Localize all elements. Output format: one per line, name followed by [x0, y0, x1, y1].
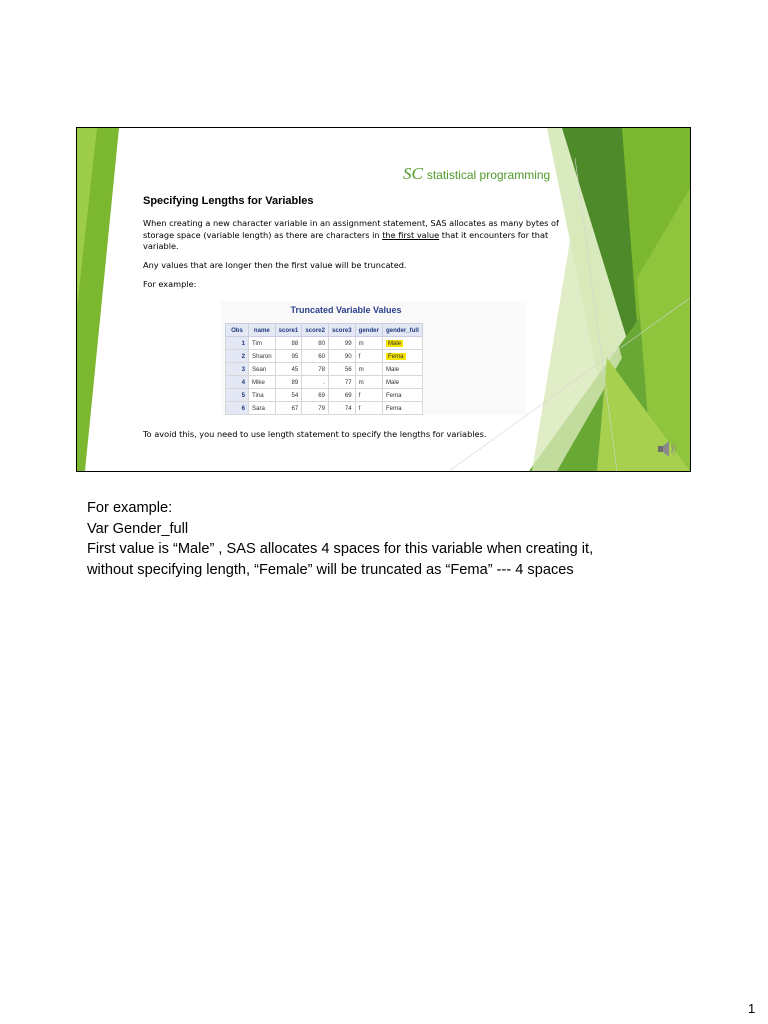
table-cell: .: [302, 376, 329, 389]
table-row: [226, 402, 423, 415]
speaker-icon[interactable]: [655, 437, 679, 461]
brand-logo: [403, 164, 550, 184]
notes-line: without specifying length, “Female” will be truncated as “Fema” --- 4 spaces: [87, 561, 574, 578]
table-cell: Sean: [249, 363, 276, 376]
table-cell: 79: [302, 402, 329, 415]
table-cell: 60: [302, 350, 329, 363]
table-cell: Tim: [249, 337, 276, 350]
table-cell: Male: [382, 363, 422, 376]
paragraph-4: To avoid this, you need to use length statement to specify the lengths for variables.: [143, 429, 487, 439]
table-header-cell: score1: [275, 324, 302, 337]
table-cell: [382, 350, 422, 363]
table-cell: f: [355, 350, 382, 363]
table-cell: m: [355, 376, 382, 389]
table-cell: 6: [226, 402, 249, 415]
speaker-notes: [87, 498, 593, 580]
table-body: [226, 337, 423, 415]
table-cell: 45: [275, 363, 302, 376]
table-cell: 77: [328, 376, 355, 389]
table-header-row: [226, 324, 423, 337]
table-cell: 69: [302, 389, 329, 402]
sas-output-image: [221, 301, 526, 415]
table-row: [226, 363, 423, 376]
table-cell: 99: [328, 337, 355, 350]
brand-sc: SC: [403, 164, 423, 183]
table-cell: 90: [328, 350, 355, 363]
table-header-cell: name: [249, 324, 276, 337]
table-cell: 67: [275, 402, 302, 415]
notes-line: Var Gender_full: [87, 520, 189, 537]
table-row: [226, 337, 423, 350]
table-cell: 95: [275, 350, 302, 363]
sas-table: [225, 323, 423, 415]
table-cell: 56: [328, 363, 355, 376]
table-cell: Fema: [382, 402, 422, 415]
table-cell: 69: [328, 389, 355, 402]
table-row: [226, 376, 423, 389]
table-cell: Tina: [249, 389, 276, 402]
slide-decoration: [77, 128, 690, 471]
table-cell: 54: [275, 389, 302, 402]
paragraph-1: [143, 218, 573, 253]
table-cell: f: [355, 389, 382, 402]
slide-thumbnail: [76, 127, 691, 472]
highlighted-value: Fema: [387, 352, 404, 360]
paragraph-2: Any values that are longer then the first value will be truncated.: [143, 260, 407, 270]
table-row: [226, 350, 423, 363]
paragraph-1-part-c: that it encounters for that variable.: [143, 229, 549, 252]
table-header-cell: score3: [328, 324, 355, 337]
table-header-cell: score2: [302, 324, 329, 337]
table-cell: 2: [226, 350, 249, 363]
table-header-cell: gender: [355, 324, 382, 337]
notes-line: First value is “Male” , SAS allocates 4 spaces for this variable when creating it,: [87, 541, 594, 558]
table-header-cell: Obs: [226, 324, 249, 337]
table-cell: [382, 337, 422, 350]
table-cell: 88: [275, 337, 302, 350]
paragraph-3: For example:: [143, 279, 197, 289]
page-number: 1: [748, 1001, 756, 1016]
paragraph-1-part-a: When creating a new character variable in an assignment statement, SAS allocates as many bytes of storage space (variable length) as there are characters in: [143, 218, 559, 240]
table-title: Truncated Variable Values: [290, 305, 402, 315]
table-header-cell: gender_full: [382, 324, 422, 337]
table-cell: 78: [302, 363, 329, 376]
table-cell: 74: [328, 402, 355, 415]
table-cell: Mike: [249, 376, 276, 389]
notes-line: For example:: [87, 500, 173, 516]
table-cell: 3: [226, 363, 249, 376]
table-row: [226, 389, 423, 402]
table-cell: 89: [275, 376, 302, 389]
table-cell: 1: [226, 337, 249, 350]
table-cell: 80: [302, 337, 329, 350]
first-value-underlined: the first value: [382, 229, 440, 240]
table-cell: Sharon: [249, 350, 276, 363]
table-cell: Fema: [382, 389, 422, 402]
table-cell: Sara: [249, 402, 276, 415]
highlighted-value: Male: [387, 339, 402, 347]
table-cell: m: [355, 363, 382, 376]
table-cell: Male: [382, 376, 422, 389]
table-cell: m: [355, 337, 382, 350]
table-cell: 5: [226, 389, 249, 402]
slide-title: Specifying Lengths for Variables: [143, 195, 314, 207]
table-cell: 4: [226, 376, 249, 389]
brand-text: statistical programming: [426, 168, 551, 182]
table-cell: f: [355, 402, 382, 415]
